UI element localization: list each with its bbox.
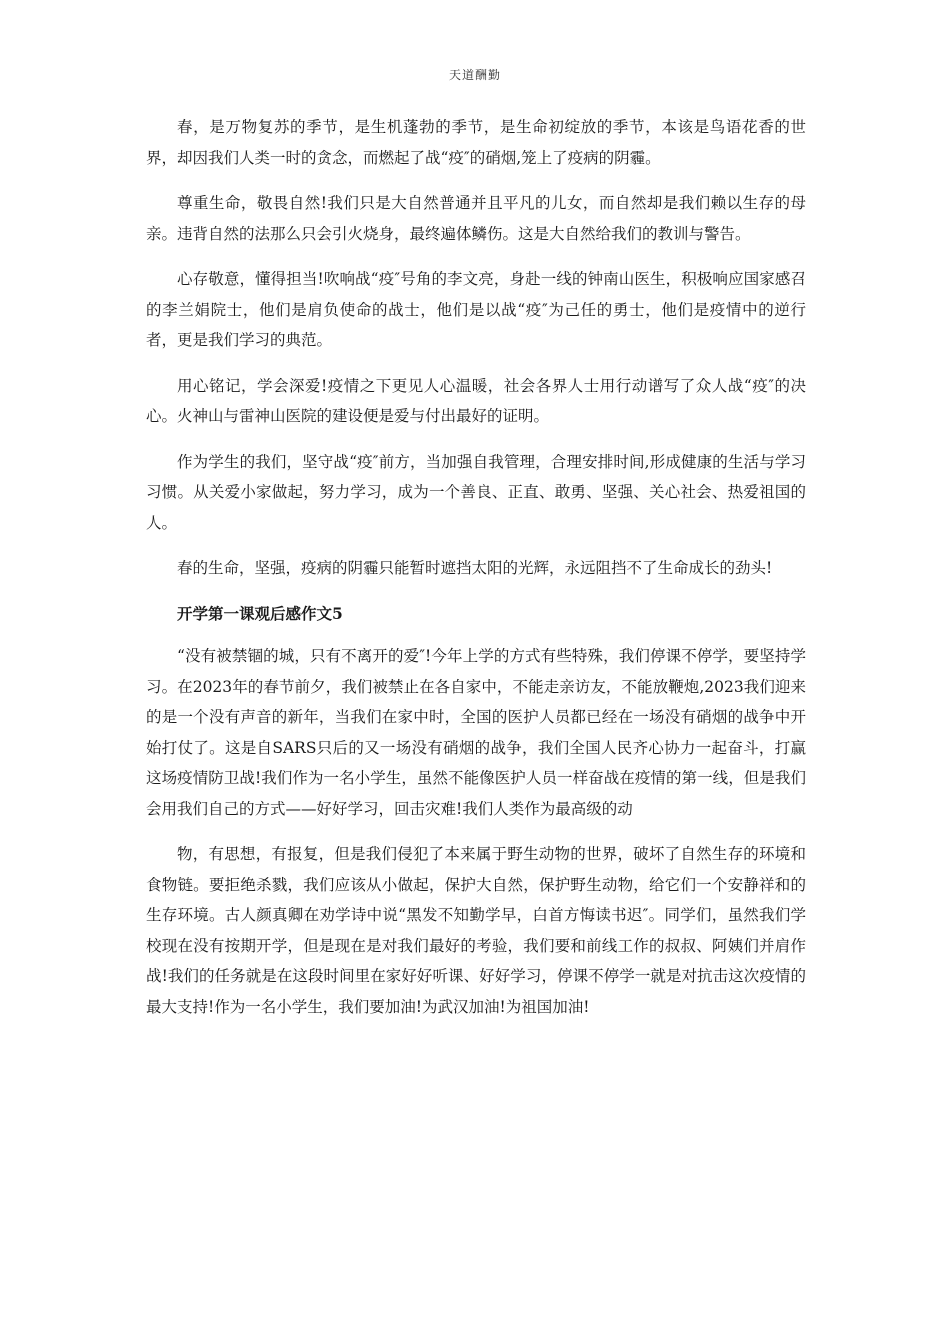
- page-header: 天道酬勤: [448, 68, 501, 82]
- paragraph-love: 用心铭记，学会深爱!疫情之下更见人心温暖，社会各界人士用行动谱写了众人战“疫″的决心。火神山与雷神山医院的建设便是爱与付出最好的证明。: [146, 376, 806, 425]
- paragraph-spring-life: 春的生命，坚强，疫病的阴霾只能暂时遮挡太阳的光辉，永远阻挡不了生命成长的劲头!: [177, 559, 773, 577]
- paragraph-heroes: 心存敬意，懂得担当!吹响战“疫″号角的李文亮，身赴一线的钟南山医生，积极响应国家感召的李兰娟院士，他们是肩负使命的战士，他们是以战“疫″为己任的勇士，他们是疫情中的逆行者，更是我们学习的典范。: [146, 270, 806, 349]
- paragraph-students: 作为学生的我们，坚守战“疫″前方，当加强自我管理，合理安排时间,形成健康的生活与学习习惯。从关爱小家做起，努力学习，成为一个善良、正直、敢勇、坚强、关心社会、热爱祖国的人。: [146, 452, 806, 532]
- document-body: [146, 112, 806, 1037]
- paragraph-essay5-part2: 物，有思想，有报复，但是我们侵犯了本来属于野生动物的世界，破坏了自然生存的环境和食物链。要拒绝杀戮，我们应该从小做起，保护大自然，保护野生动物，给它们一个安静祥和的生存环境。古人颜真卿在劝学诗中说“黑发不知勤学早，白首方悔读书迟″。同学们，虽然我们学校现在没有按期开学，但是现在是对我们最好的考验，我们要和前线工作的叔叔、阿姨们并肩作战!我们的任务就是在这段时间里在家好好听课、好好学习，停课不停学一就是对抗击这次疫情的最大支持!作为一名小学生，我们要加油!为武汉加油!为祖国加油!: [146, 845, 806, 1016]
- paragraph-respect-nature: 尊重生命，敬畏自然!我们只是大自然普通并且平凡的儿女，而自然却是我们赖以生存的母亲。违背自然的法那么只会引火烧身，最终遍体鳞伤。这是大自然给我们的教训与警告。: [146, 194, 806, 243]
- paragraph-essay5-part1: “没有被禁锢的城，只有不离开的爱″!今年上学的方式有些特殊，我们停课不停学，要坚持学习。在2023年的春节前夕，我们被禁止在各自家中，不能走亲访友，不能放鞭炮,2023我们迎来的是一个没有声音的新年，当我们在家中时，全国的医护人员都已经在一场没有硝烟的战争中开始打仗了。这是自SARS只后的又一场没有硝烟的战争，我们全国人民齐心协力一起奋斗，打赢这场疫情防卫战!我们作为一名小学生，虽然不能像医护人员一样奋战在疫情的第一线，但是我们会用我们自己的方式——好好学习，回击灾难!我们人类作为最高级的动: [146, 647, 806, 818]
- paragraph-spring-intro: 春，是万物复苏的季节，是生机蓬勃的季节，是生命初绽放的季节，本该是鸟语花香的世界，却因我们人类一时的贪念，而燃起了战“疫″的硝烟,笼上了疫病的阴霾。: [146, 118, 806, 167]
- section-heading: 开学第一课观后感作文5: [177, 603, 343, 623]
